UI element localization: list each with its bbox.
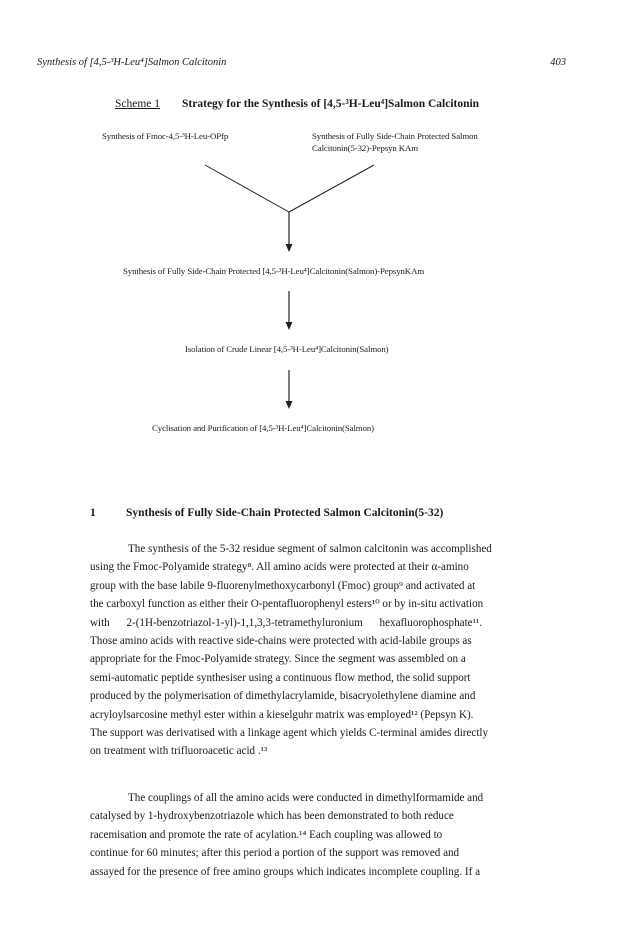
p1-line: Those amino acids with reactive side-chains were protected with acid-labile groups as	[90, 635, 472, 648]
section-heading	[90, 507, 443, 519]
connector-left	[205, 165, 289, 212]
node-step-4: Cyclisation and Purification of [4,5-³H-Leu⁴]Calcitonin(Salmon)	[152, 423, 374, 433]
p2-line: The couplings of all the amino acids were conducted in dimethylformamide and	[128, 792, 484, 804]
arrow-2-head	[286, 322, 293, 330]
p1-line: semi-automatic peptide synthesiser using a continuous flow method, the solid support	[90, 671, 471, 684]
p2-line: racemisation and promote the rate of acylation.¹⁴ Each coupling was allowed to	[90, 828, 443, 841]
p1-line: The synthesis of the 5-32 residue segment of salmon calcitonin was accomplished	[128, 543, 492, 555]
p1-line: produced by the polymerisation of dimethylacrylamide, bisacryolethylene diamine and	[90, 690, 476, 703]
paragraph-2	[90, 789, 548, 881]
p1-line: group with the base labile 9-fluorenylmethoxycarbonyl (Fmoc) group⁹ and activated at	[90, 579, 476, 592]
p2-line: catalysed by 1-hydroxybenzotriazole which has been demonstrated to both reduce	[90, 810, 454, 823]
page-number: 403	[550, 57, 566, 68]
p2-line: assayed for the presence of free amino groups which indicates incomplete coupling. If a	[90, 865, 480, 878]
p1-line: appropriate for the Fmoc-Polyamide strategy. Since the segment was assembled on a	[90, 653, 466, 666]
node-protected-calcitonin-line1: Synthesis of Fully Side-Chain Protected Salmon	[312, 131, 478, 141]
node-fmoc-leu: Synthesis of Fmoc-4,5-³H-Leu-OPfp	[102, 131, 229, 141]
node-step-3: Isolation of Crude Linear [4,5-³H-Leu⁴]Calcitonin(Salmon)	[185, 344, 389, 354]
paragraph-1	[90, 540, 548, 761]
node-protected-calcitonin-line2: Calcitonin(5-32)-Pepsyn KAm	[312, 143, 419, 153]
p1-line: the carboxyl function as either their O-pentafluorophenyl esters¹⁰ or by in-situ activation	[90, 598, 484, 611]
p1-line: with 2-(1H-benzotriazol-1-yl)-1,1,3,3-tetramethyluronium hexafluorophosphate¹¹.	[90, 616, 483, 629]
connector-right	[289, 165, 374, 212]
p1-line: on treatment with trifluoroacetic acid .¹³	[90, 745, 268, 758]
node-step-2: Synthesis of Fully Side-Chain Protected [4,5-³H-Leu⁴]Calcitonin(Salmon)-PepsynKAm	[123, 266, 425, 276]
p1-line: acryloylsarcosine methyl ester within a kieselguhr matrix was employed¹² (Pepsyn K).	[90, 708, 474, 721]
section-number: 1	[90, 507, 96, 519]
scheme-heading: Strategy for the Synthesis of [4,5-³H-Leu⁴]Salmon Calcitonin	[182, 98, 480, 110]
running-header: Synthesis of [4,5-³H-Leu⁴]Salmon Calcitonin	[37, 57, 227, 68]
arrow-3-head	[286, 401, 293, 409]
p2-line: continue for 60 minutes; after this period a portion of the support was removed and	[90, 847, 460, 860]
p1-line: The support was derivatised with a linkage agent which yields C-terminal amides directly	[90, 727, 489, 740]
section-title: Synthesis of Fully Side-Chain Protected Salmon Calcitonin(5-32)	[126, 507, 444, 519]
arrow-1-head	[286, 244, 293, 252]
scheme-label: Scheme 1	[115, 98, 161, 110]
p1-line: using the Fmoc-Polyamide strategy⁸. All amino acids were protected at their α-amino	[90, 561, 469, 574]
